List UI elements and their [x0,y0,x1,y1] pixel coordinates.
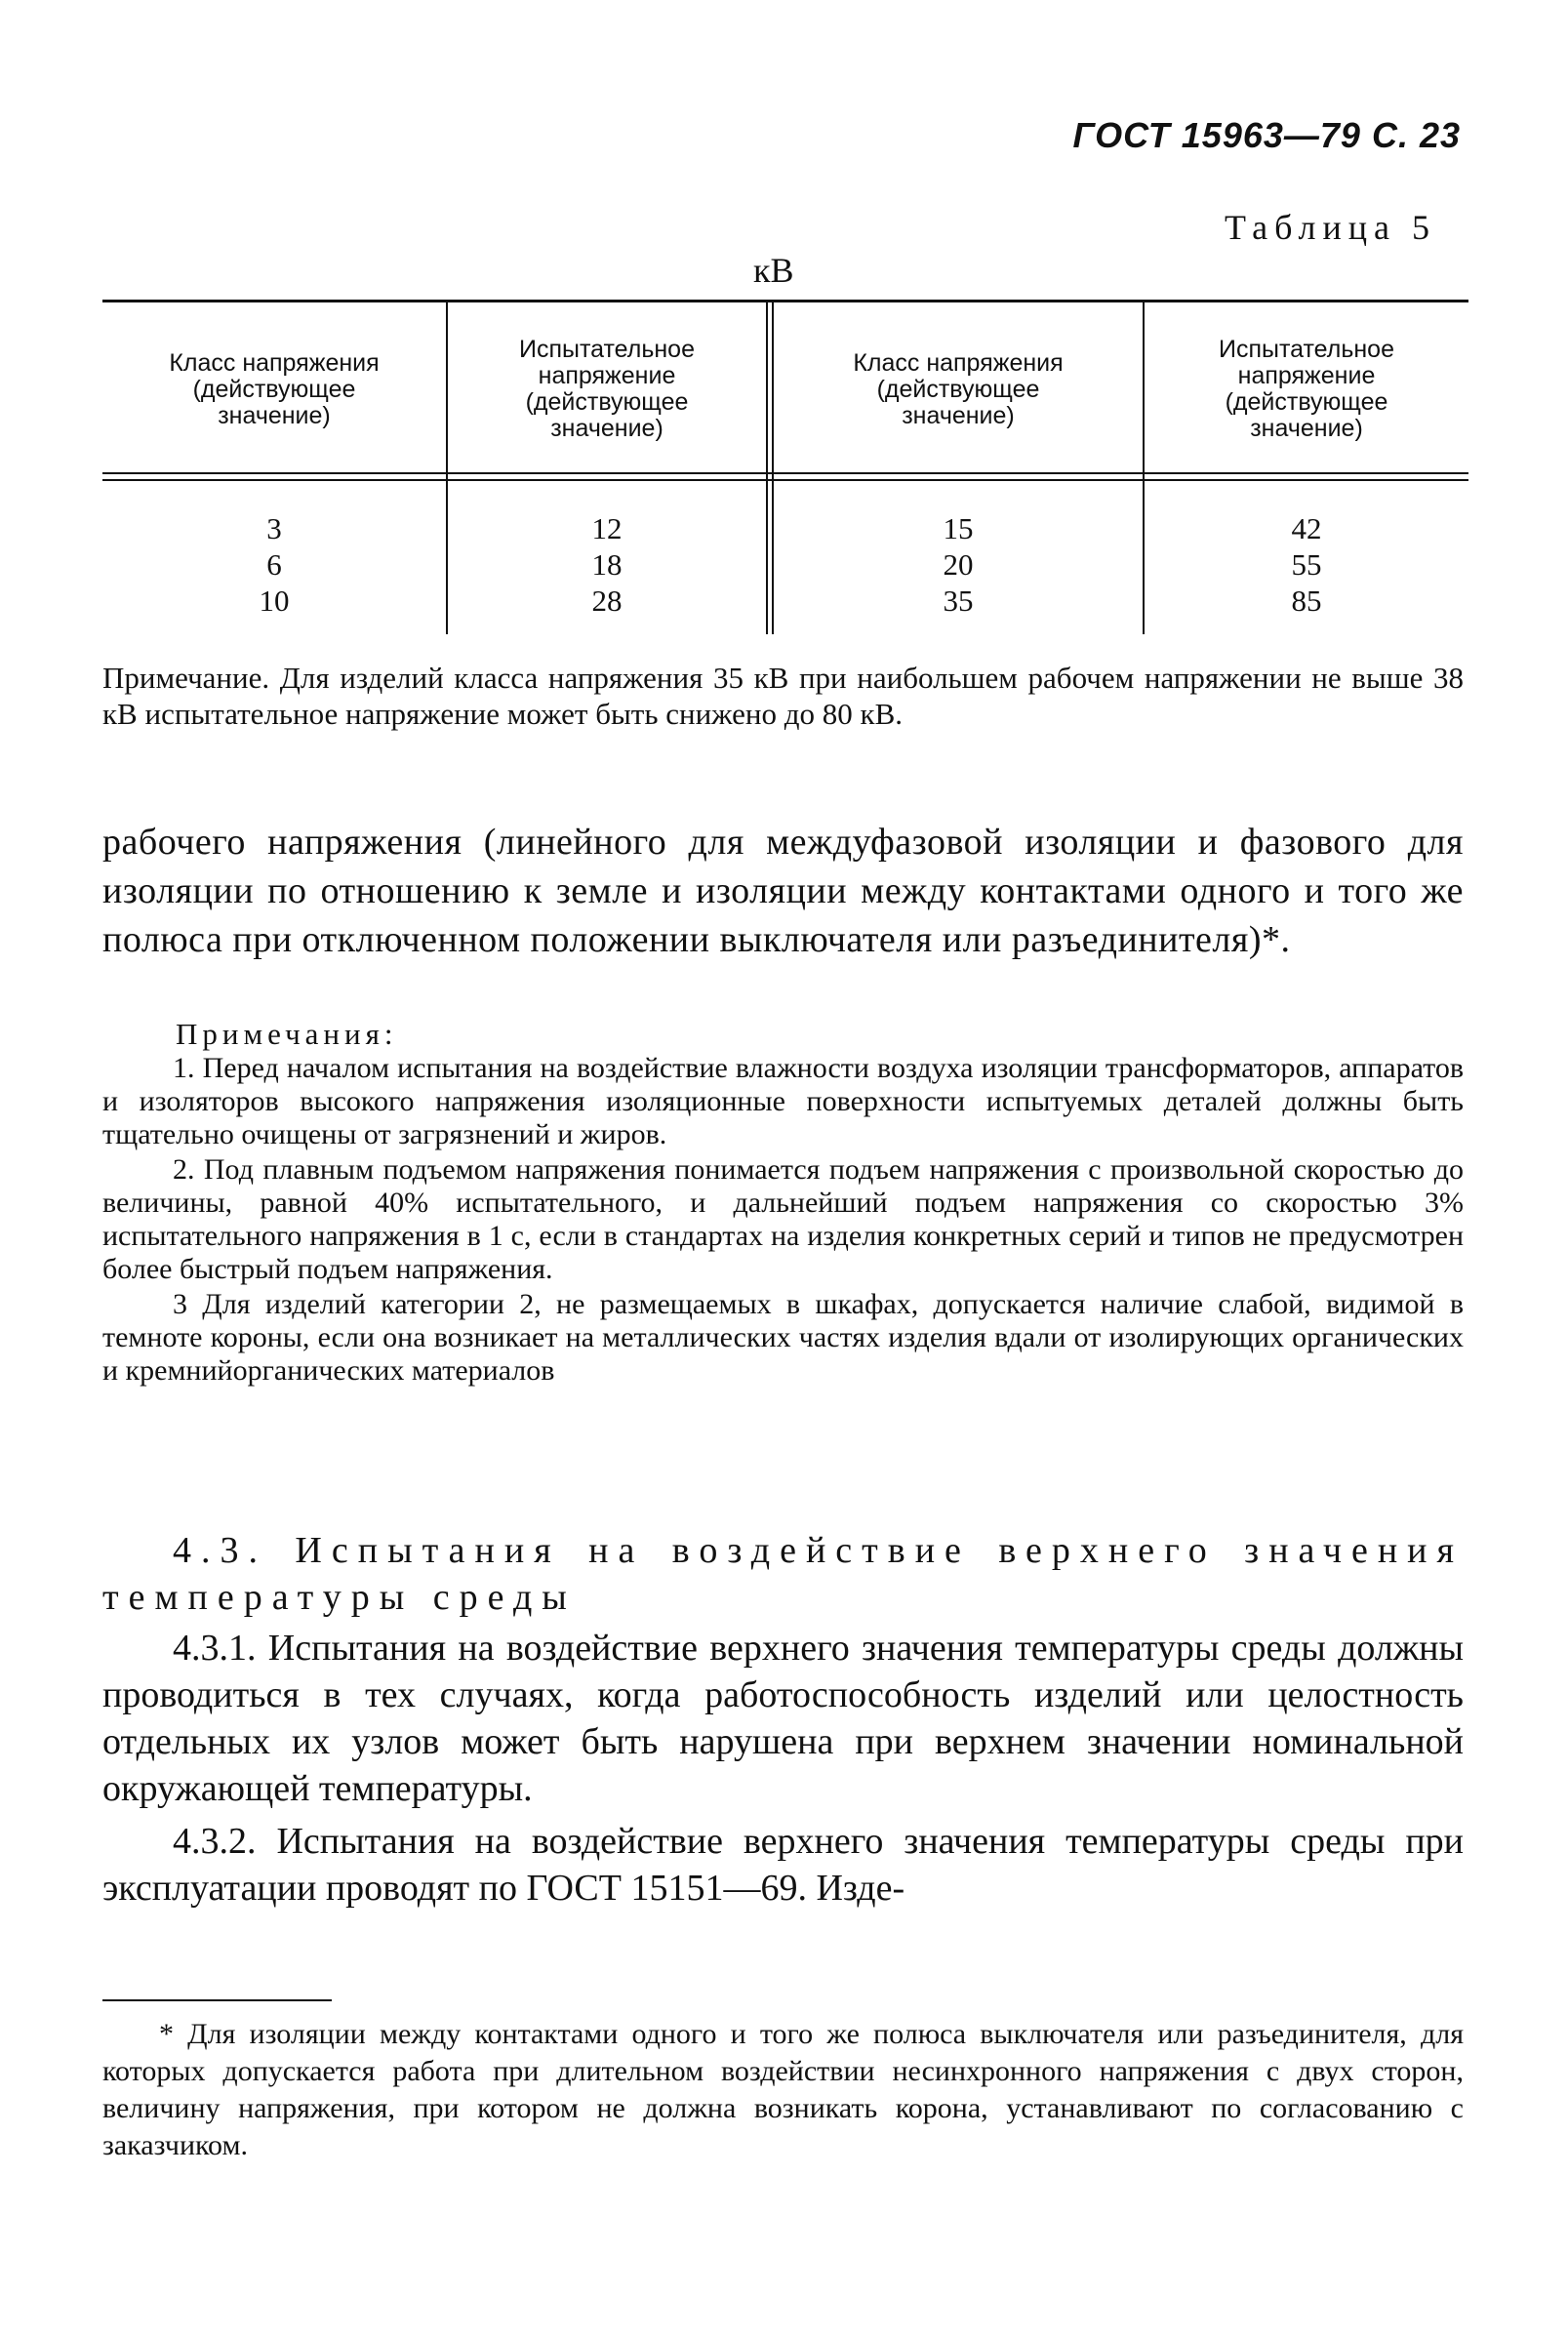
section-paragraph: 4.3.1. Испытания на воздействие верхнего значения температуры среды должны проводиться в тех случаях, когда работоспособность изделий или целостность отдельных их узлов может быть нарушена при верхнем значении номинальной окружающей температуры. [102,1628,1464,1809]
table-cell: 12 [591,511,623,545]
table-header-rule [102,472,1468,481]
column-values-voltage-class-2 [774,510,1143,619]
table-double-divider [766,300,774,634]
column-values-test-voltage-1 [448,510,766,619]
footnote: * Для изоляции между контактами одного и того же полюса выключателя или разъединителя, для которых допускается работа при длительном воздействии несинхронного напряжения с двух сторон, величину напряжения, при котором не должна возникать корона, устанавливают по согласованию с заказчиком. [102,2018,1464,2161]
voltage-table [102,300,1468,634]
table-cell: 42 [1291,511,1322,545]
page-header: ГОСТ 15963—79 С. 23 [1072,115,1461,155]
note-item: 1. Перед началом испытания на воздействие влажности воздуха изоляции трансформаторов, аппаратов и изоляторов высокого напряжения изоляционные поверхности испытуемых деталей должны быть тщательно очищены от загрязнений и жиров. [102,1052,1464,1150]
table-cell: 28 [591,584,623,618]
column-header-voltage-class-1: Класс напряжения (действующее значение) [169,348,380,429]
table-unit: кВ [753,251,794,290]
body-paragraph: рабочего напряжения (линейного для междуфазовой изоляции и фазового для изоляции по отношению к земле и изоляции между контактами одного и того же полюса при отключенном положении выключателя или разъединителя)*. [102,822,1464,960]
table-cell: 85 [1291,584,1322,618]
column-header-test-voltage-2: Испытательное напряжение (действующее значение) [1219,336,1394,442]
footnote-separator [102,1999,332,2001]
notes-list [102,1052,1464,1390]
section-paragraph: 4.3.2. Испытания на воздействие верхнего значения температуры среды при эксплуатации проводят по ГОСТ 15151—69. Изде- [102,1821,1464,1909]
table-title: Таблица 5 [1225,208,1436,247]
column-header-voltage-class-2: Класс напряжения (действующее значение) [853,348,1064,429]
table-cell: 10 [259,584,290,618]
note-item: 2. Под плавным подъемом напряжения понимается подъем напряжения с произвольной скоростью до величины, равной 40% испытательного, и дальнейший подъем напряжения со скоростью 3% испытательного напряжения в 1 с, если в стандартах на изделия конкретных серий и типов не предусмотрен более быстрый подъем напряжения. [102,1153,1464,1285]
table-cell: 3 [266,511,282,545]
notes-heading: Примечания: [176,1017,398,1051]
table-cell: 20 [943,547,974,582]
section-4-3 [102,1527,1464,1912]
table-cell: 55 [1291,547,1322,582]
column-values-voltage-class-1 [102,510,446,619]
table-cell: 6 [266,547,282,582]
section-heading: 4.3. Испытания на воздействие верхнего значения температуры среды [102,1530,1464,1618]
table-top-rule [102,300,1468,302]
table-cell: 15 [943,511,974,545]
column-header-test-voltage-1: Испытательное напряжение (действующее значение) [519,336,695,442]
note-item: 3 Для изделий категории 2, не размещаемых в шкафах, допускается наличие слабой, видимой в темноте короны, если она возникает на металлических частях изделия вдали от изолирующих органических и кремнийорганических материалов [102,1288,1464,1387]
table-cell: 18 [591,547,623,582]
table-note: Примечание. Для изделий класса напряжения 35 кВ при наибольшем рабочем напряжении не выше 38 кВ испытательное напряжение может быть снижено до 80 кВ. [102,661,1464,731]
column-values-test-voltage-2 [1145,510,1468,619]
table-cell: 35 [943,584,974,618]
